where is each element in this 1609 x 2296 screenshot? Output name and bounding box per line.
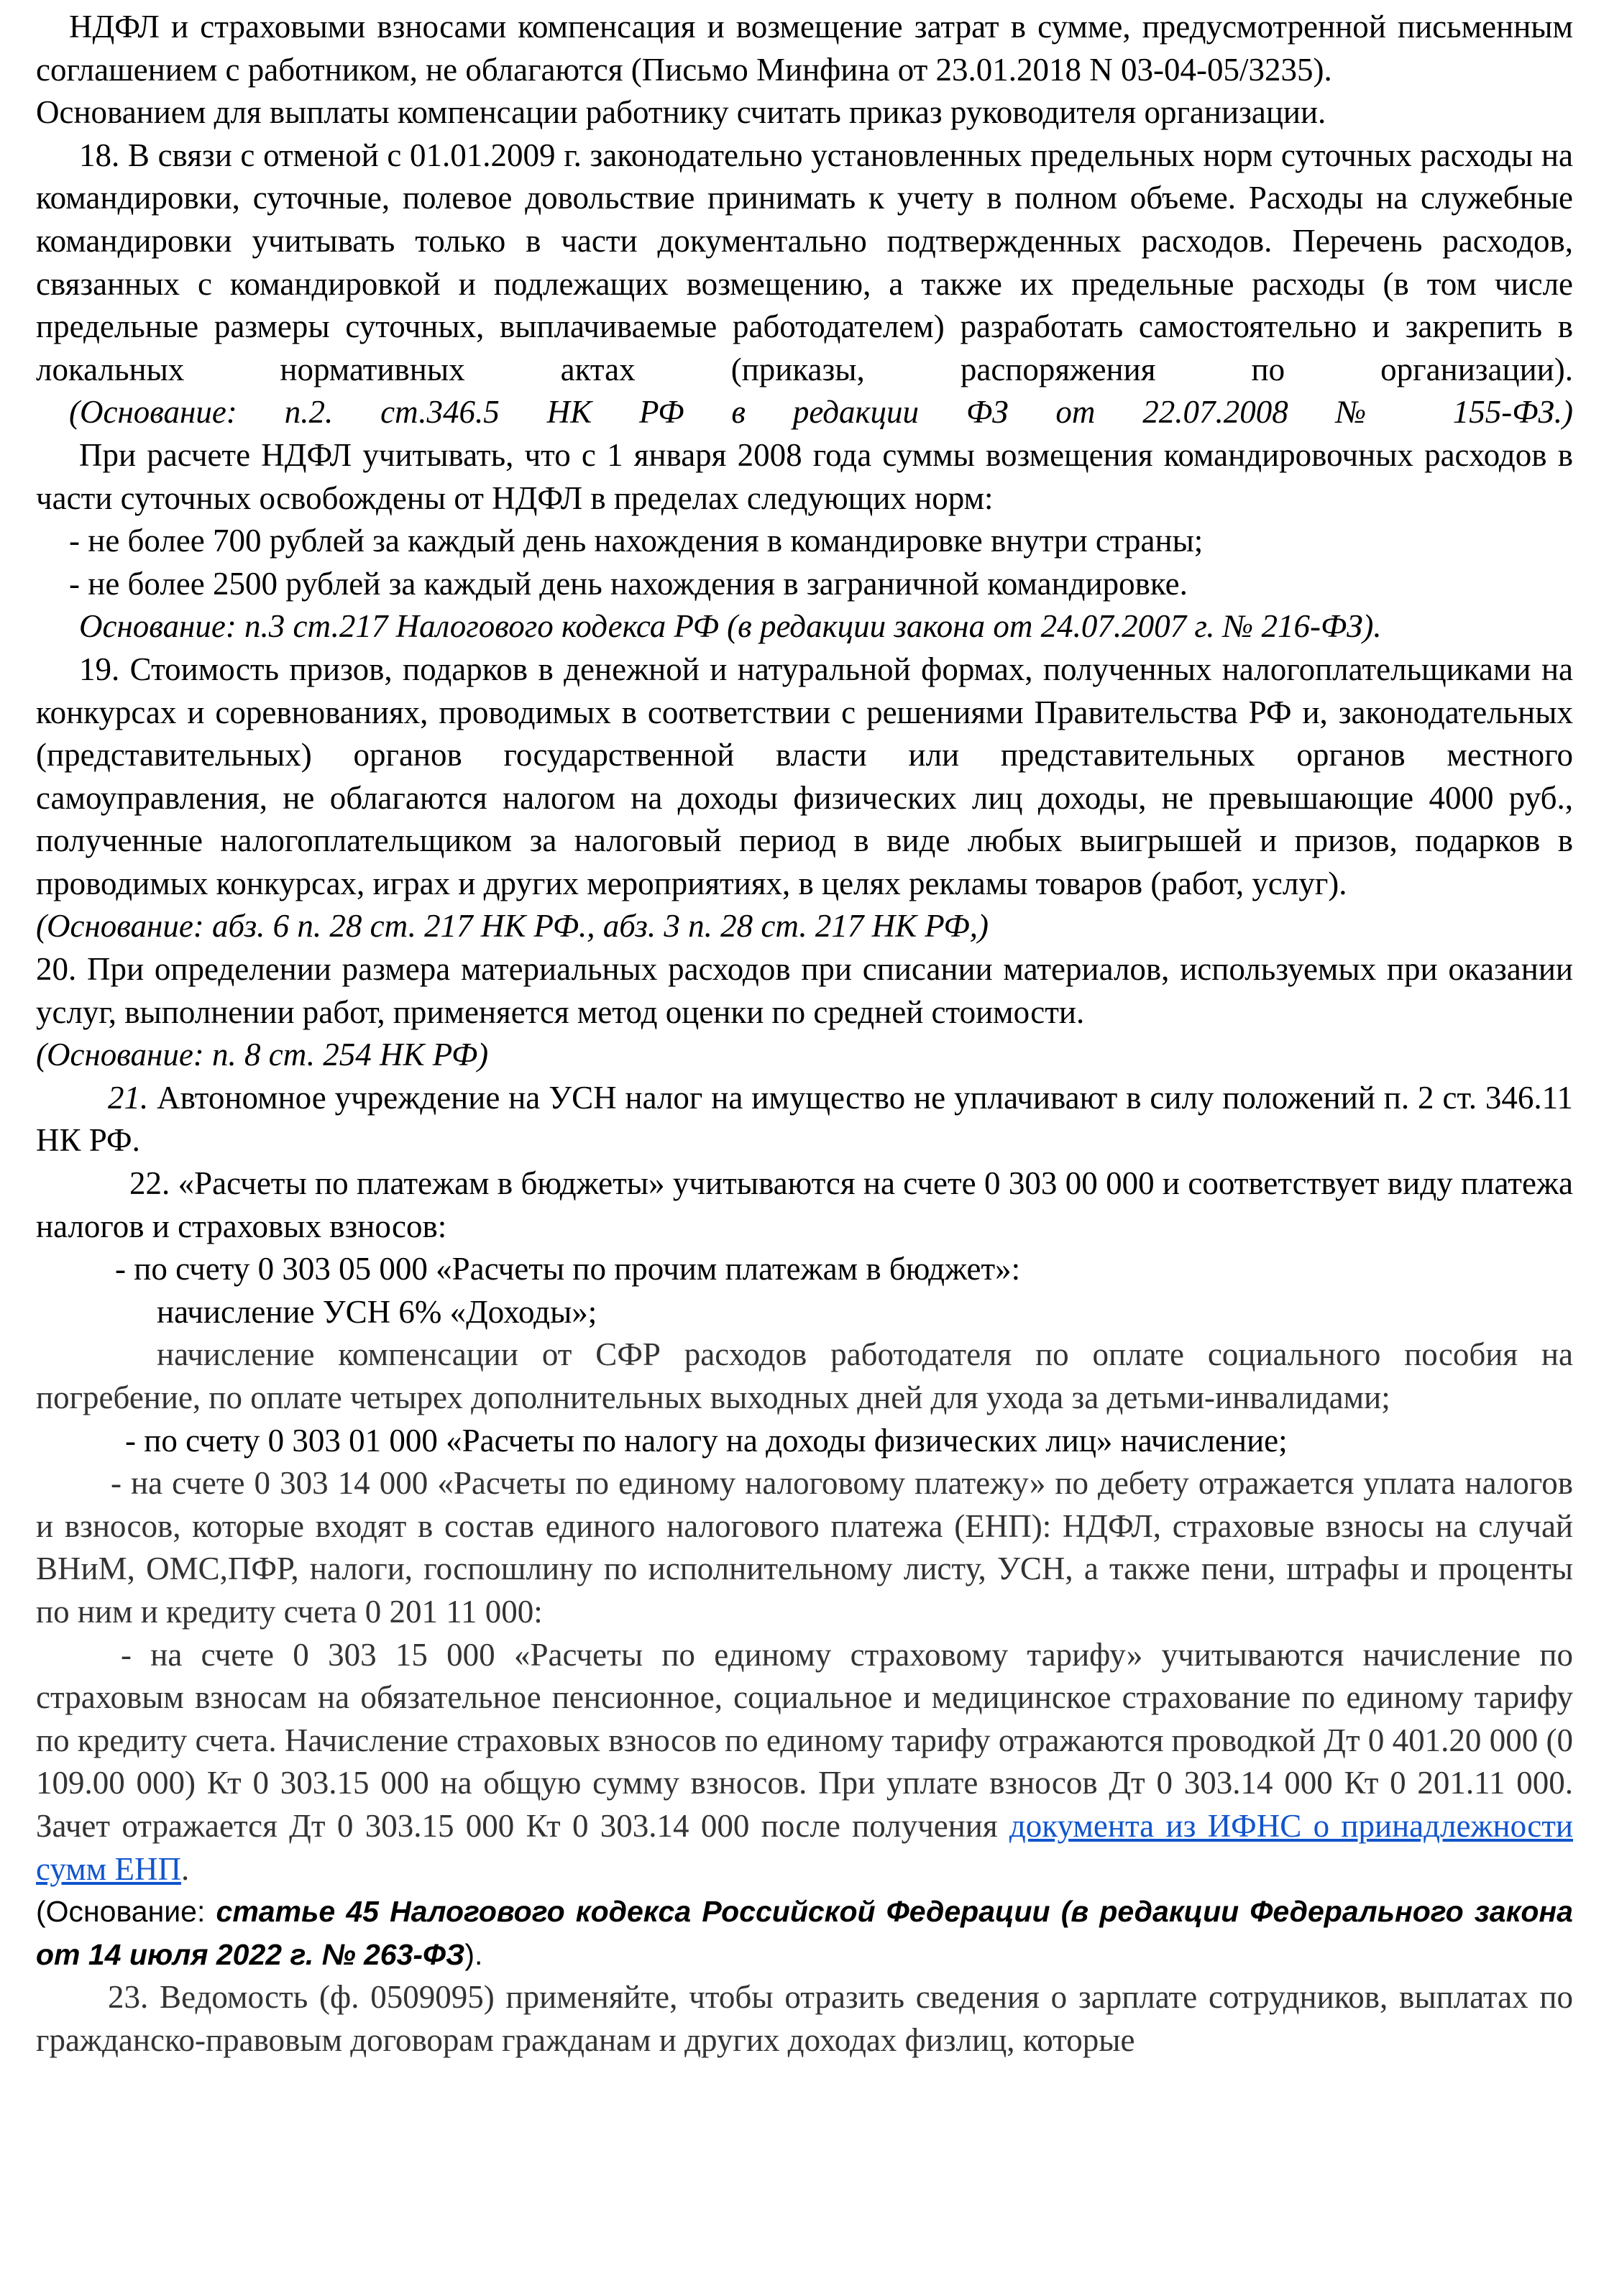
paragraph-22-item-a: - по счету 0 303 05 000 «Расчеты по прочим платежам в бюджет»: bbox=[115, 1251, 1021, 1287]
paragraph-18-bullet-2: - не более 2500 рублей за каждый день нахождения в заграничной командировке. bbox=[69, 565, 1188, 602]
paragraph-18-bullet-1: - не более 700 рублей за каждый день нахождения в командировке внутри страны; bbox=[69, 523, 1204, 559]
paragraph-18-basis-2: Основание: п.3 ст.217 Налогового кодекса РФ (в редакции закона от 24.07.2007 г. № 216-ФЗ). bbox=[79, 608, 1382, 645]
paragraph-23: 23. Ведомость (ф. 0509095) применяйте, чтобы отразить сведения о зарплате сотрудников, выплатах по гражданско-правовым договорам гражданам и других доходах физлиц, которые bbox=[36, 1979, 1573, 2058]
paragraph-21 bbox=[36, 1077, 1573, 1162]
paragraph-20: 20. При определении размера материальных расходов при списании материалов, используемых при оказании услуг, выполнении работ, применяется метод оценки по средней стоимости. bbox=[36, 951, 1573, 1030]
paragraph-22-basis bbox=[36, 1891, 1573, 1976]
paragraph-compensation: НДФЛ и страховыми взносами компенсация и возмещение затрат в сумме, предусмотренной письменным соглашением с работником, не облагаются (Письмо Минфина от 23.01.2018 N 03-04-05/3235). bbox=[36, 9, 1573, 88]
paragraph-18: 18. В связи с отменой с 01.01.2009 г. законодательно установленных предельных норм суточных расходы на командировки, суточные, полевое довольствие принимать к учету в полном объеме. Расходы на служебные командировки учитывать только в части документально подтвержденных расходов. Перечень расходов, связанных с командировкой и подлежащих возмещению, а также их предельные расходы (в том числе предельные размеры суточных, выплачиваемые работодателем) разработать самостоятельно и закрепить в локальных нормативных актах (приказы, распоряжения по организации). bbox=[36, 137, 1573, 387]
paragraph-19: 19. Стоимость призов, подарков в денежной и натуральной формах, полученных налогоплательщиками на конкурсах и соревнованиях, проводимых в соответствии с решениями Правительства РФ и, законодательных (представительных) органов государственной власти или представительных органов местного самоуправления, не облагаются налогом на доходы физических лиц доходы, не превышающие 4000 руб., полученные налогоплательщиком за налоговый период в виде любых выигрышей и призов, подарков в проводимых конкурсах, играх и других мероприятиях, в целях рекламы товаров (работ, услуг). bbox=[36, 651, 1573, 901]
paragraph-22-item-b: - по счету 0 303 01 000 «Расчеты по налогу на доходы физических лиц» начисление; bbox=[125, 1422, 1288, 1459]
paragraph-22-basis-close: ). bbox=[464, 1937, 483, 1971]
paragraph-20-basis: (Основание: п. 8 ст. 254 НК РФ) bbox=[36, 1037, 489, 1073]
paragraph-22: 22. «Расчеты по платежам в бюджеты» учитываются на счете 0 303 00 000 и соответствует виду платежа налогов и страховых взносов: bbox=[36, 1165, 1573, 1244]
paragraph-18-ndfl: При расчете НДФЛ учитывать, что с 1 января 2008 года суммы возмещения командировочных расходов в части суточных освобождены от НДФЛ в пределах следующих норм: bbox=[36, 436, 1573, 516]
paragraph-21-number: 21. bbox=[108, 1079, 149, 1116]
paragraph-19-basis: (Основание: абз. 6 п. 28 ст. 217 НК РФ., абз. 3 п. 28 ст. 217 НК РФ,) bbox=[36, 908, 989, 945]
paragraph-18-basis: (Основание: п.2. ст.346.5 НК РФ в редакции ФЗ от 22.07.2008 № 155-ФЗ.) bbox=[69, 394, 1573, 431]
paragraph-22-item-d bbox=[36, 1634, 1573, 1891]
enp-document-link[interactable]: документа из ИФНС о принадлежности сумм ЕНП bbox=[36, 1807, 1573, 1887]
paragraph-compensation-basis: Основанием для выплаты компенсации работнику считать приказ руководителя организации. bbox=[36, 94, 1326, 131]
paragraph-22-item-d-end: . bbox=[180, 1850, 190, 1887]
paragraph-22-basis-open: (Основание: bbox=[36, 1895, 216, 1929]
paragraph-22-item-d-text: - на счете 0 303 15 000 «Расчеты по единому страховому тарифу» учитываются начисление по страховым взносам на обязательное пенсионное, социальное и медицинское страхование по единому тарифу по кредиту счета. Начисление страховых взносов по единому тарифу отражаются проводкой Дт 0 401.20 000 (0 109.00 000) Кт 0 303.15 000 на общую сумму взносов. При уплате взносов Дт 0 303.14 000 Кт 0 201.11 000. Зачет отражается Дт 0 303.15 000 Кт 0 303.14 000 после получения bbox=[36, 1636, 1573, 1844]
paragraph-22-item-c: - на счете 0 303 14 000 «Расчеты по единому налоговому платежу» по дебету отражается уплата налогов и взносов, которые входят в состав единого налогового платежа (ЕНП): НДФЛ, страховые взносы на случай ВНиМ, ОМС,ПФР, налоги, госпошлину по исполнительному листу, УСН, а также пени, штрафы и проценты по ним и кредиту счета 0 201 11 000: bbox=[36, 1465, 1573, 1630]
paragraph-22-item-a2: начисление компенсации от СФР расходов работодателя по оплате социального пособия на погребение, по оплате четырех дополнительных выходных дней для ухода за детьми-инвалидами; bbox=[36, 1336, 1573, 1415]
paragraph-22-basis-ref: статье 45 Налогового кодекса Российской Федерации (в редакции Федерального закона от 14 июля 2022 г. № 263-ФЗ bbox=[36, 1895, 1573, 1971]
paragraph-21-text: Автономное учреждение на УСН налог на имущество не уплачивают в силу положений п. 2 ст. 346.11 НК РФ. bbox=[36, 1079, 1573, 1159]
paragraph-22-item-a1: начисление УСН 6% «Доходы»; bbox=[157, 1293, 597, 1330]
